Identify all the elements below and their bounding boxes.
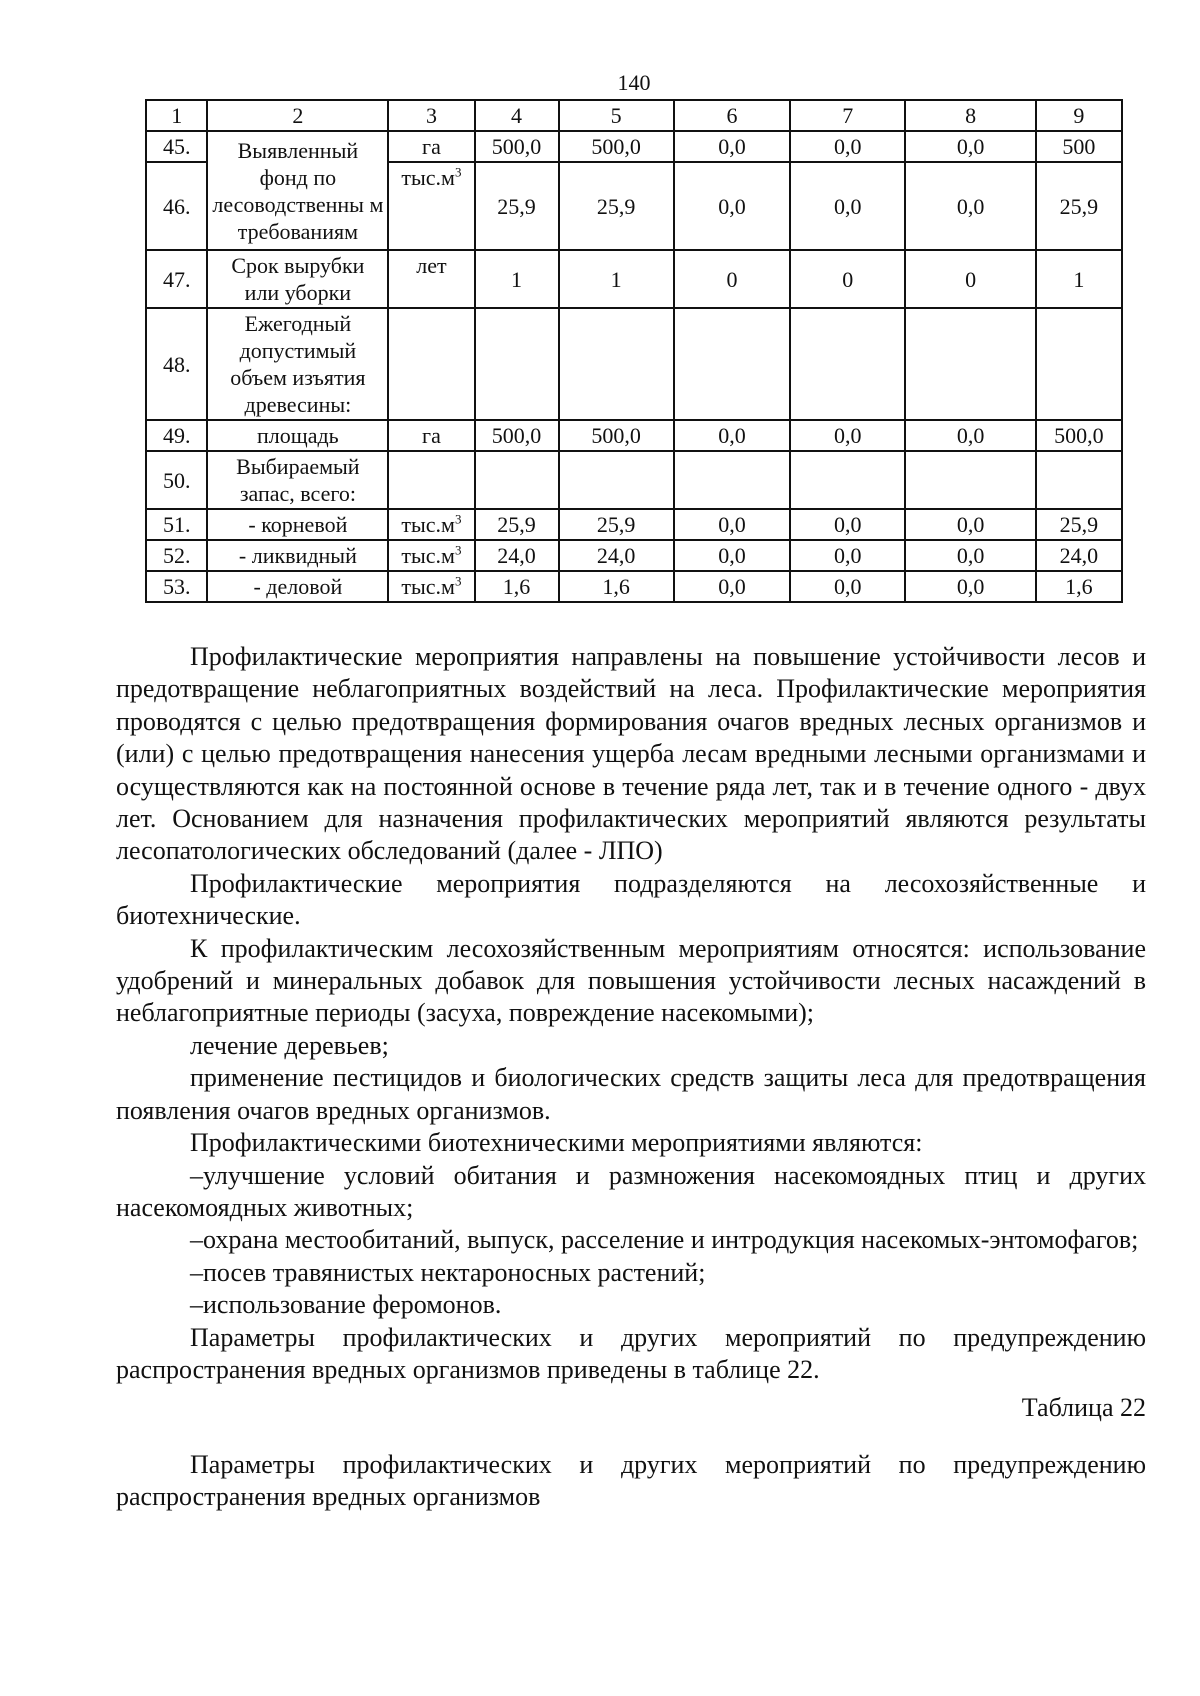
row-unit (388, 571, 474, 602)
table-cell: 1 (1036, 250, 1122, 308)
row-unit (388, 540, 474, 571)
unit-superscript: 3 (454, 164, 462, 180)
header-cell: 6 (674, 100, 790, 131)
table-cell: 500,0 (475, 420, 559, 451)
header-cell: 2 (207, 100, 388, 131)
row-unit: га (388, 131, 474, 162)
unit-superscript: 3 (454, 542, 462, 558)
table-cell: 0,0 (674, 509, 790, 540)
row-number: 47. (146, 250, 207, 308)
row-name: - корневой (207, 509, 388, 540)
unit-text: тыс.м (401, 165, 455, 190)
paragraph: применение пестицидов и биологических средств защиты леса для предотвращения появления очагов вредных организмов. (116, 1063, 1146, 1125)
unit-text: тыс.м (401, 574, 455, 599)
paragraph: лечение деревьев; (190, 1030, 389, 1060)
table-cell: 24,0 (1036, 540, 1122, 571)
table-caption: Параметры профилактических и других мероприятий по предупреждению распространения вредных организмов (116, 1449, 1146, 1512)
row-number: 45. (146, 131, 207, 162)
data-table (145, 99, 1123, 603)
row-name: площадь (207, 420, 388, 451)
table-cell (674, 308, 790, 420)
header-cell: 7 (790, 100, 905, 131)
table-cell: 1,6 (1036, 571, 1122, 602)
table-header-row (146, 100, 1122, 131)
table-row (146, 451, 1122, 509)
table-cell: 1,6 (559, 571, 674, 602)
table-row (146, 131, 1122, 162)
table-cell (475, 308, 559, 420)
row-number: 51. (146, 509, 207, 540)
table-cell: 0,0 (905, 162, 1035, 250)
row-name: - деловой (207, 571, 388, 602)
body-text (116, 641, 1146, 1514)
table-cell: 0,0 (674, 162, 790, 250)
row-unit (388, 509, 474, 540)
table-cell: 0,0 (905, 571, 1035, 602)
row-number: 46. (146, 162, 207, 250)
table-cell (790, 451, 905, 509)
table-row (146, 540, 1122, 571)
table-cell: 0,0 (790, 571, 905, 602)
paragraph: Профилактические мероприятия подразделяются на лесохозяйственные и биотехнические. (116, 868, 1146, 931)
table-cell (559, 308, 674, 420)
list-item: –улучшение условий обитания и размножения насекомоядных птиц и других насекомоядных животных; (116, 1160, 1146, 1222)
row-name: - ликвидный (207, 540, 388, 571)
row-number: 49. (146, 420, 207, 451)
table-cell: 24,0 (559, 540, 674, 571)
table-cell (1036, 308, 1122, 420)
unit-text: тыс.м (401, 543, 455, 568)
row-number: 52. (146, 540, 207, 571)
header-cell: 3 (388, 100, 474, 131)
header-cell: 4 (475, 100, 559, 131)
table-cell: 500,0 (559, 131, 674, 162)
row-unit (388, 451, 474, 509)
row-unit (388, 308, 474, 420)
table-cell: 0,0 (790, 509, 905, 540)
row-number: 50. (146, 451, 207, 509)
row-name: Выявленный фонд по лесоводственны м требованиям (207, 131, 388, 250)
table-cell: 0 (905, 250, 1035, 308)
table-cell: 25,9 (559, 509, 674, 540)
table-cell: 500,0 (475, 131, 559, 162)
row-unit: лет (388, 250, 474, 308)
table-cell: 0 (790, 250, 905, 308)
row-name: Выбираемый запас, всего: (207, 451, 388, 509)
table-row (146, 420, 1122, 451)
table-cell: 500,0 (1036, 420, 1122, 451)
paragraph: Параметры профилактических и других мероприятий по предупреждению распространения вредных организмов приведены в таблице 22. (116, 1322, 1146, 1384)
table-cell: 0,0 (905, 131, 1035, 162)
list-item: –охрана местообитаний, выпуск, расселение и интродукция насекомых-энтомофагов; (190, 1225, 1139, 1255)
table-cell: 0,0 (905, 540, 1035, 571)
table-cell: 0,0 (790, 131, 905, 162)
table-cell: 1,6 (475, 571, 559, 602)
table-cell: 1 (475, 250, 559, 308)
table-cell: 25,9 (1036, 162, 1122, 250)
table-cell: 25,9 (475, 162, 559, 250)
table-cell: 0 (674, 250, 790, 308)
unit-superscript: 3 (454, 573, 462, 589)
table-cell: 0,0 (905, 509, 1035, 540)
list-item: –посев травянистых нектароносных растений; (190, 1257, 706, 1287)
row-name: Срок вырубки или уборки (207, 250, 388, 308)
row-name: Ежегодный допустимый объем изъятия древесины: (207, 308, 388, 420)
list-item: –использование феромонов. (190, 1290, 502, 1320)
paragraph: Профилактические мероприятия направлены на повышение устойчивости лесов и предотвращение неблагоприятных воздействий на леса. Профилактические мероприятия проводятся с целью предотвращения формирования очагов вредных лесных организмов и (или) с целью предотвращения нанесения ущерба лесам вредными лесными организмами и осуществляются как на постоянной основе в течение ряда лет, так и в течение одного - двух лет. Основанием для назначения профилактических мероприятий являются результаты лесопатологических обследований (далее - ЛПО) (116, 642, 1146, 866)
unit-text: тыс.м (401, 512, 455, 537)
table-cell: 0,0 (905, 420, 1035, 451)
table-cell: 500 (1036, 131, 1122, 162)
row-number: 48. (146, 308, 207, 420)
table-row (146, 308, 1122, 420)
table-cell (905, 451, 1035, 509)
table-cell: 0,0 (790, 540, 905, 571)
table-cell (790, 308, 905, 420)
table-cell: 25,9 (1036, 509, 1122, 540)
row-unit (388, 162, 474, 250)
table-cell (674, 451, 790, 509)
table-cell (559, 451, 674, 509)
table-cell (475, 451, 559, 509)
table-cell: 1 (559, 250, 674, 308)
table-cell: 0,0 (790, 162, 905, 250)
table-cell: 24,0 (475, 540, 559, 571)
table-row (146, 571, 1122, 602)
page-number: 140 (617, 70, 651, 95)
paragraph: К профилактическим лесохозяйственным мероприятиям относятся: использование удобрений и минеральных добавок для повышения устойчивости лесных насаждений в неблагоприятные периоды (засуха, повреждение насекомыми); (116, 933, 1146, 1028)
header-cell: 5 (559, 100, 674, 131)
table-cell: 0,0 (790, 420, 905, 451)
header-cell: 1 (146, 100, 207, 131)
table-cell: 500,0 (559, 420, 674, 451)
table-cell: 0,0 (674, 540, 790, 571)
paragraph: Профилактическими биотехническими мероприятиями являются: (190, 1128, 923, 1158)
table-cell (905, 308, 1035, 420)
table-cell: 25,9 (475, 509, 559, 540)
table-row (146, 250, 1122, 308)
table-cell: 0,0 (674, 571, 790, 602)
header-cell: 9 (1036, 100, 1122, 131)
row-number: 53. (146, 571, 207, 602)
table-label: Таблица 22 (1021, 1393, 1146, 1423)
table-cell: 25,9 (559, 162, 674, 250)
table-cell (1036, 451, 1122, 509)
table-cell: 0,0 (674, 420, 790, 451)
header-cell: 8 (905, 100, 1035, 131)
table-cell: 0,0 (674, 131, 790, 162)
unit-superscript: 3 (454, 511, 462, 527)
row-unit: га (388, 420, 474, 451)
table-row (146, 509, 1122, 540)
